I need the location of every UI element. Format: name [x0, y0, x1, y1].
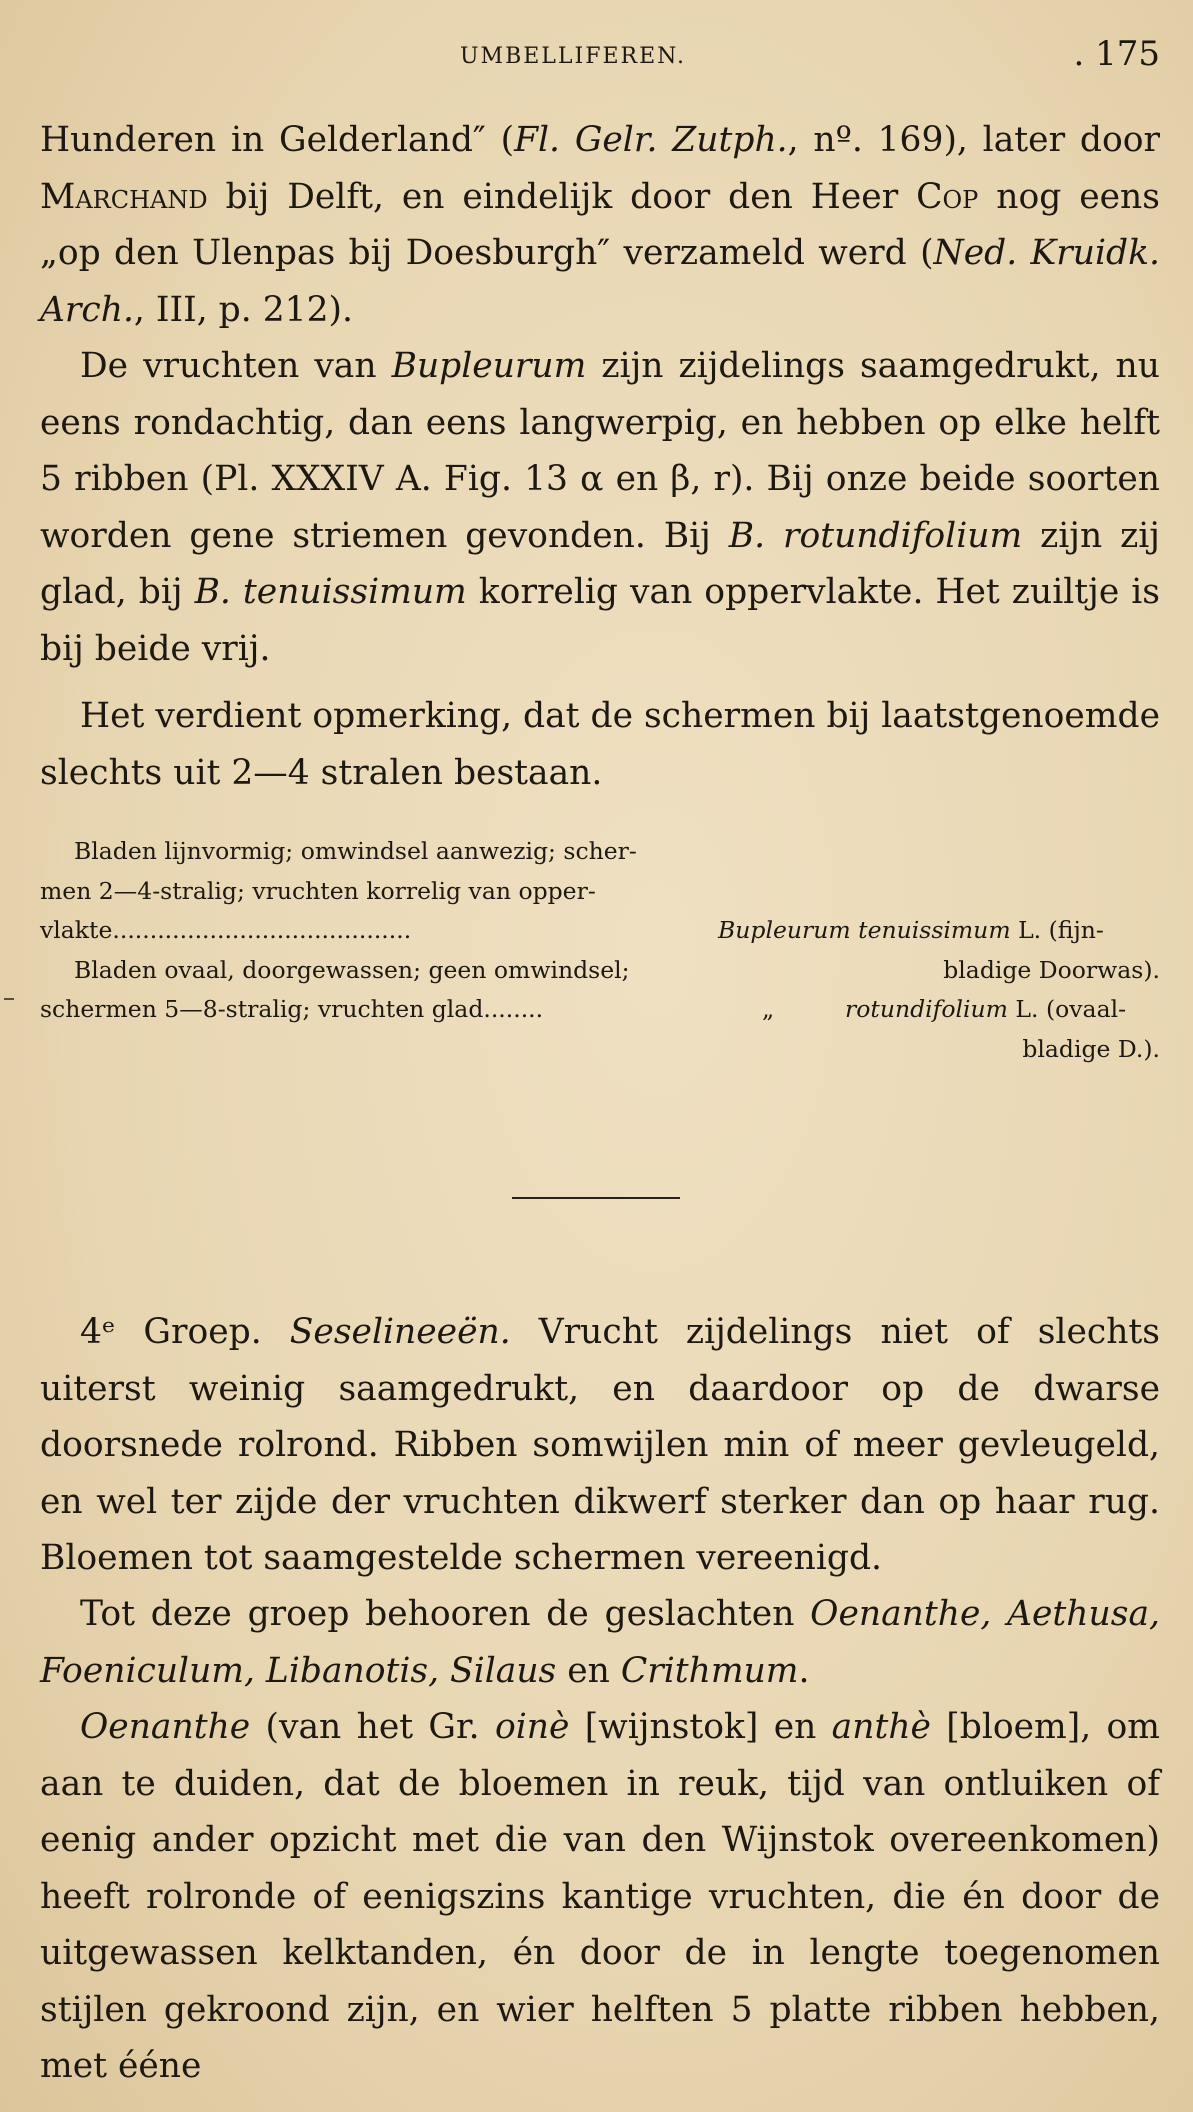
section-divider — [512, 1197, 680, 1199]
species-name: Bupleurum tenuissimum — [718, 916, 1011, 944]
paragraph-3: Het verdient opmerking, dat de schermen bij laatstgenoemde slechts uit 2—4 stralen bestaan. — [40, 696, 1160, 793]
paragraph-4: 4ᵉ Groep. Seselineeën. Vrucht zijdelings niet of slechts uiterst weinig saamgedrukt, en daardoor op de dwarse doorsnede rolrond. Ribben somwijlen min of meer gevleugeld, en wel ter zijde der vruchten dikwerf sterker dan op haar rug. Bloemen tot saamgestelde schermen vereenigd. — [40, 1312, 1160, 1578]
author-name: Cop — [916, 176, 979, 217]
running-header — [40, 30, 1160, 80]
key-row: men 2—4-stralig; vruchten korrelig van opper- — [40, 876, 596, 905]
ditto-mark: „ — [762, 995, 775, 1023]
key-row: schermen 5—8-stralig; vruchten glad........ „ rotundifolium L. (ovaal- — [40, 990, 1160, 1030]
key-row: vlakte........................................ Bupleurum tenuissimum L. (fijn- — [40, 916, 1104, 944]
running-title: UMBELLIFEREN. — [460, 44, 686, 69]
margin-mark — [4, 998, 14, 1000]
key-row: Bladen ovaal, doorgewassen; geen omwindsel; bladige Doorwas). — [74, 955, 1160, 984]
group-name: Seselineeën. — [289, 1312, 511, 1352]
page-number: . 175 — [1073, 34, 1160, 74]
key-row: bladige D.). — [1022, 1034, 1160, 1063]
identification-key — [40, 832, 1160, 1069]
paragraph-1: Hunderen in Gelderland″ (Fl. Gelr. Zutph., nº. 169), later door Marchand bij Delft, en eindelijk door den Heer Cop nog eens „op den Ulenpas bij Doesburgh″ verzameld werd (Ned. Kruidk. Arch., III, p. 212). — [40, 120, 1160, 330]
author-name: Marchand — [40, 176, 208, 217]
species-name: rotundifolium — [845, 995, 1008, 1023]
paragraph-5: Tot deze groep behooren de geslachten Oenanthe, Aethusa, Foeniculum, Libanotis, Silaus en Crithmum. — [40, 1594, 1160, 1691]
paragraph-2: De vruchten van Bupleurum zijn zijdelings saamgedrukt, nu eens rondachtig, dan eens langwerpig, en hebben op elke helft 5 ribben (Pl. XXXIV A. Fig. 13 α en β, r). Bij onze beide soorten worden gene striemen gevonden. Bij B. rotundifolium zijn zij glad, bij B. tenuissimum korrelig van oppervlakte. Het zuiltje is bij beide vrij. — [40, 346, 1160, 669]
paragraph-6: Oenanthe (van het Gr. oinè [wijnstok] en anthè [bloem], om aan te duiden, dat de bloemen in reuk, tijd van ontluiken of eenig ander opzicht met die van den Wijnstok overeenkomen) heeft rolronde of eenigszins kantige vruchten, die én door de uitgewassen kelktanden, én door de in lengte toegenomen stijlen gekroond zijn, en wier helften 5 platte ribben hebben, met ééne — [40, 1707, 1160, 2086]
key-row: Bladen lijnvormig; omwindsel aanwezig; scher- — [74, 837, 637, 865]
